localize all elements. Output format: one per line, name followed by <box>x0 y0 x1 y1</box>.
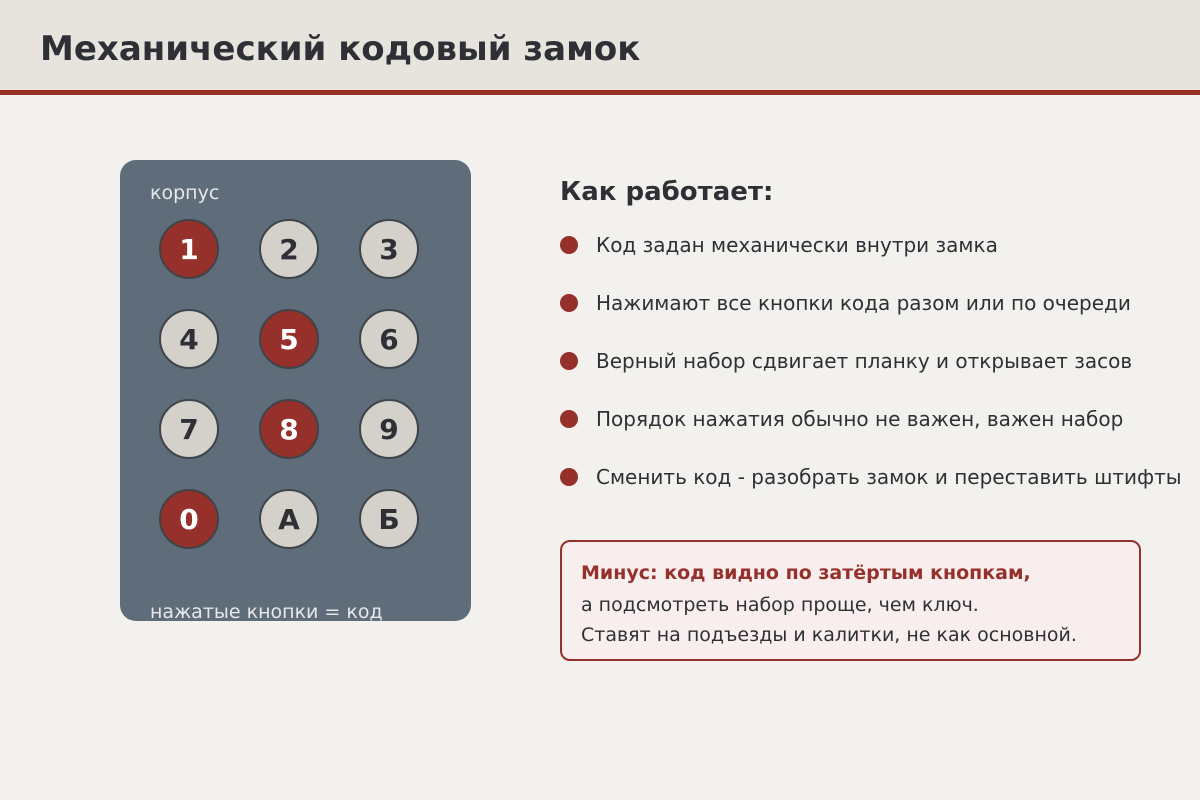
keypad-key-6[interactable]: 6 <box>359 309 419 369</box>
keypad-key-3[interactable]: 3 <box>359 219 419 279</box>
page-title: Механический кодовый замок <box>40 29 641 69</box>
keypad-key-9[interactable]: 9 <box>359 399 419 459</box>
keypad-key-7[interactable]: 7 <box>159 399 219 459</box>
keypad-caption: нажатые кнопки = код <box>150 601 383 621</box>
step-text: Верный набор сдвигает планку и открывает засов <box>596 349 1133 373</box>
bullet-dot-icon <box>560 352 578 370</box>
keypad-key-1[interactable]: 1 <box>159 219 219 279</box>
step-item <box>560 463 1200 491</box>
keypad-key-8[interactable]: 8 <box>259 399 319 459</box>
keypad-key-2[interactable]: 2 <box>259 219 319 279</box>
note-line: а подсмотреть набор проще, чем ключ. <box>581 594 979 616</box>
keypad-key-b[interactable]: Б <box>359 489 419 549</box>
keypad-key-5[interactable]: 5 <box>259 309 319 369</box>
bullet-dot-icon <box>560 468 578 486</box>
step-text: Сменить код - разобрать замок и переставить штифты <box>596 465 1182 489</box>
bullet-dot-icon <box>560 236 578 254</box>
keypad-key-a[interactable]: А <box>259 489 319 549</box>
step-text: Порядок нажатия обычно не важен, важен набор <box>596 407 1124 431</box>
header-bar <box>0 0 1200 95</box>
bullet-dot-icon <box>560 294 578 312</box>
keypad-key-4[interactable]: 4 <box>159 309 219 369</box>
drawback-note <box>560 540 1141 661</box>
note-line: Ставят на подъезды и калитки, не как основной. <box>581 624 1077 646</box>
keypad-key-0[interactable]: 0 <box>159 489 219 549</box>
lock-body-panel <box>120 160 471 621</box>
step-text: Код задан механически внутри замка <box>596 233 998 257</box>
note-warning: Минус: код видно по затёртым кнопкам, <box>581 562 1031 584</box>
step-text: Нажимают все кнопки кода разом или по очереди <box>596 291 1131 315</box>
bullet-dot-icon <box>560 410 578 428</box>
body-label: корпус <box>150 182 220 204</box>
how-it-works-title: Как работает: <box>560 177 774 207</box>
